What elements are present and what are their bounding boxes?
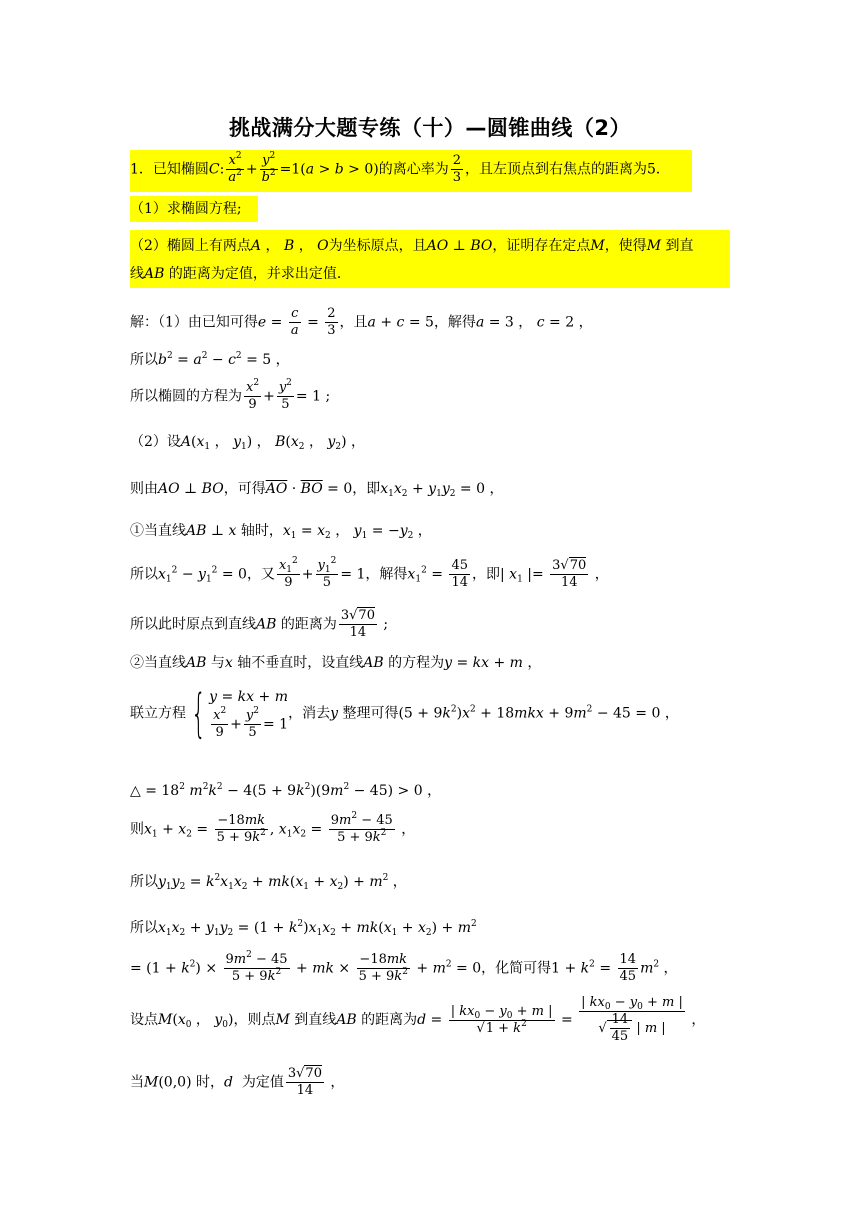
solution-line-6: ①当直线AB ⊥ x 轴时，$x_1 = x_2$ ， $y_1 = -y_2$ ， — [130, 523, 432, 541]
solution-line-1: 解：（1）由已知可得e = $\frac{c}{a}$ = $\frac{2}{3}$ ，且a + c = 5，解得a = 3 ， c = 2 ， — [130, 306, 593, 338]
solution-line-4: （2）设$A(x_1$ ， $y_1$) ， $B(x_2$ ， $y_2$) ， — [130, 434, 365, 452]
page-title: 挑战满分大题专练（十）—圆锥曲线（2） — [228, 116, 632, 140]
solution-line-10: 联立方程{ y = kx + m $\frac{x^2}{9}$ + $\frac{y^2}{5}$ = 1 ，消去y 整理可得$(5 + 9k^2)x^2 + 18mkx + 9m^2 - 45 = 0$ ， — [130, 683, 679, 744]
solution-line-16: 设点$M(x_0$ ， $y_0$)，则点M 到直线AB 的距离为d = $\frac{| kx_0 - y_0 + m |}{√1 + k^2}$ = | $kx_0 - y_0 + m$ | √ $\frac{14}{45}$ | m | ， — [130, 995, 706, 1044]
solution-line-11: △ = $18^2$ $m^2k^2 - 4(5 + 9k^2)(9m^2 - 45) > 0$ ， — [130, 782, 442, 799]
solution-line-7: 所以$x_1^2 - y_1^2 = 0$，又 $\frac{x_1^2}{9}$ + $\frac{y_1^2}{5}$ = 1，解得$x_1^2$ = $\frac{45}{14}$ ，即| $x_1$ |= $\frac{3√70}{14}$ ， — [130, 556, 609, 590]
solution-line-13: 所以$y_1y_2 = k^2x_1x_2 + mk(x_1 + x_2) + m^2$ ， — [130, 873, 407, 892]
solution-line-14: 所以$x_1x_2 + y_1y_2 = (1 + k^2)x_1x_2 + mk(x_1 + x_2) + m^2$ — [130, 919, 477, 938]
solution-line-17: 当M(0,0) 时，d 为定值 $\frac{3√70}{14}$ ， — [130, 1066, 345, 1098]
problem-part-1: （1）求椭圆方程; — [130, 201, 242, 217]
problem-1: 1．已知椭圆C: $\frac{x^2}{a^2}$ + $\frac{y^2}{b^2}$ =1(a > b > 0)的离心率为 $\frac{2}{3}$ ，且左顶点到右焦点的距离为5． — [130, 151, 670, 185]
solution-line-8: 所以此时原点到直线AB 的距离为 $\frac{3√70}{14}$ ; — [130, 608, 389, 640]
solution-line-3: 所以椭圆的方程为 $\frac{x^2}{9}$ + $\frac{y^2}{5}$ = 1 ; — [130, 378, 331, 412]
solution-line-9: ②当直线AB 与x 轴不垂直时，设直线AB 的方程为y = kx + m ， — [130, 655, 542, 671]
solution-line-5: 则由AO ⊥ BO，可得$\overline{AO} \cdot \overline{BO} = 0$，即$x_1x_2 + y_1y_2 = 0$ ， — [130, 481, 504, 499]
solution-line-12: 则$x_1 + x_2$ = $\frac{-18mk}{5 + 9k^2}$ , $x_1x_2$ = $\frac{9m^2 - 45}{5 + 9k^2}$ ， — [130, 811, 416, 845]
problem-part-2-line2: 线AB 的距离为定值，并求出定值． — [130, 266, 351, 282]
solution-line-15: = $(1 + k^2)$ × $\frac{9m^2 - 45}{5 + 9k^2}$ + mk × $\frac{-18mk}{5 + 9k^2}$ + $m^2 = 0$，化简可得$1 + k^2$ = $\frac{14}{45}$ $m^2$ ， — [130, 950, 678, 984]
solution-line-2: 所以$b^2 = a^2 - c^2 = 5$ ， — [130, 351, 290, 368]
problem-part-2-line1: （2）椭圆上有两点A ， B ， O为坐标原点，且AO ⊥ BO，证明存在定点M，使得M 到直 — [130, 238, 694, 254]
